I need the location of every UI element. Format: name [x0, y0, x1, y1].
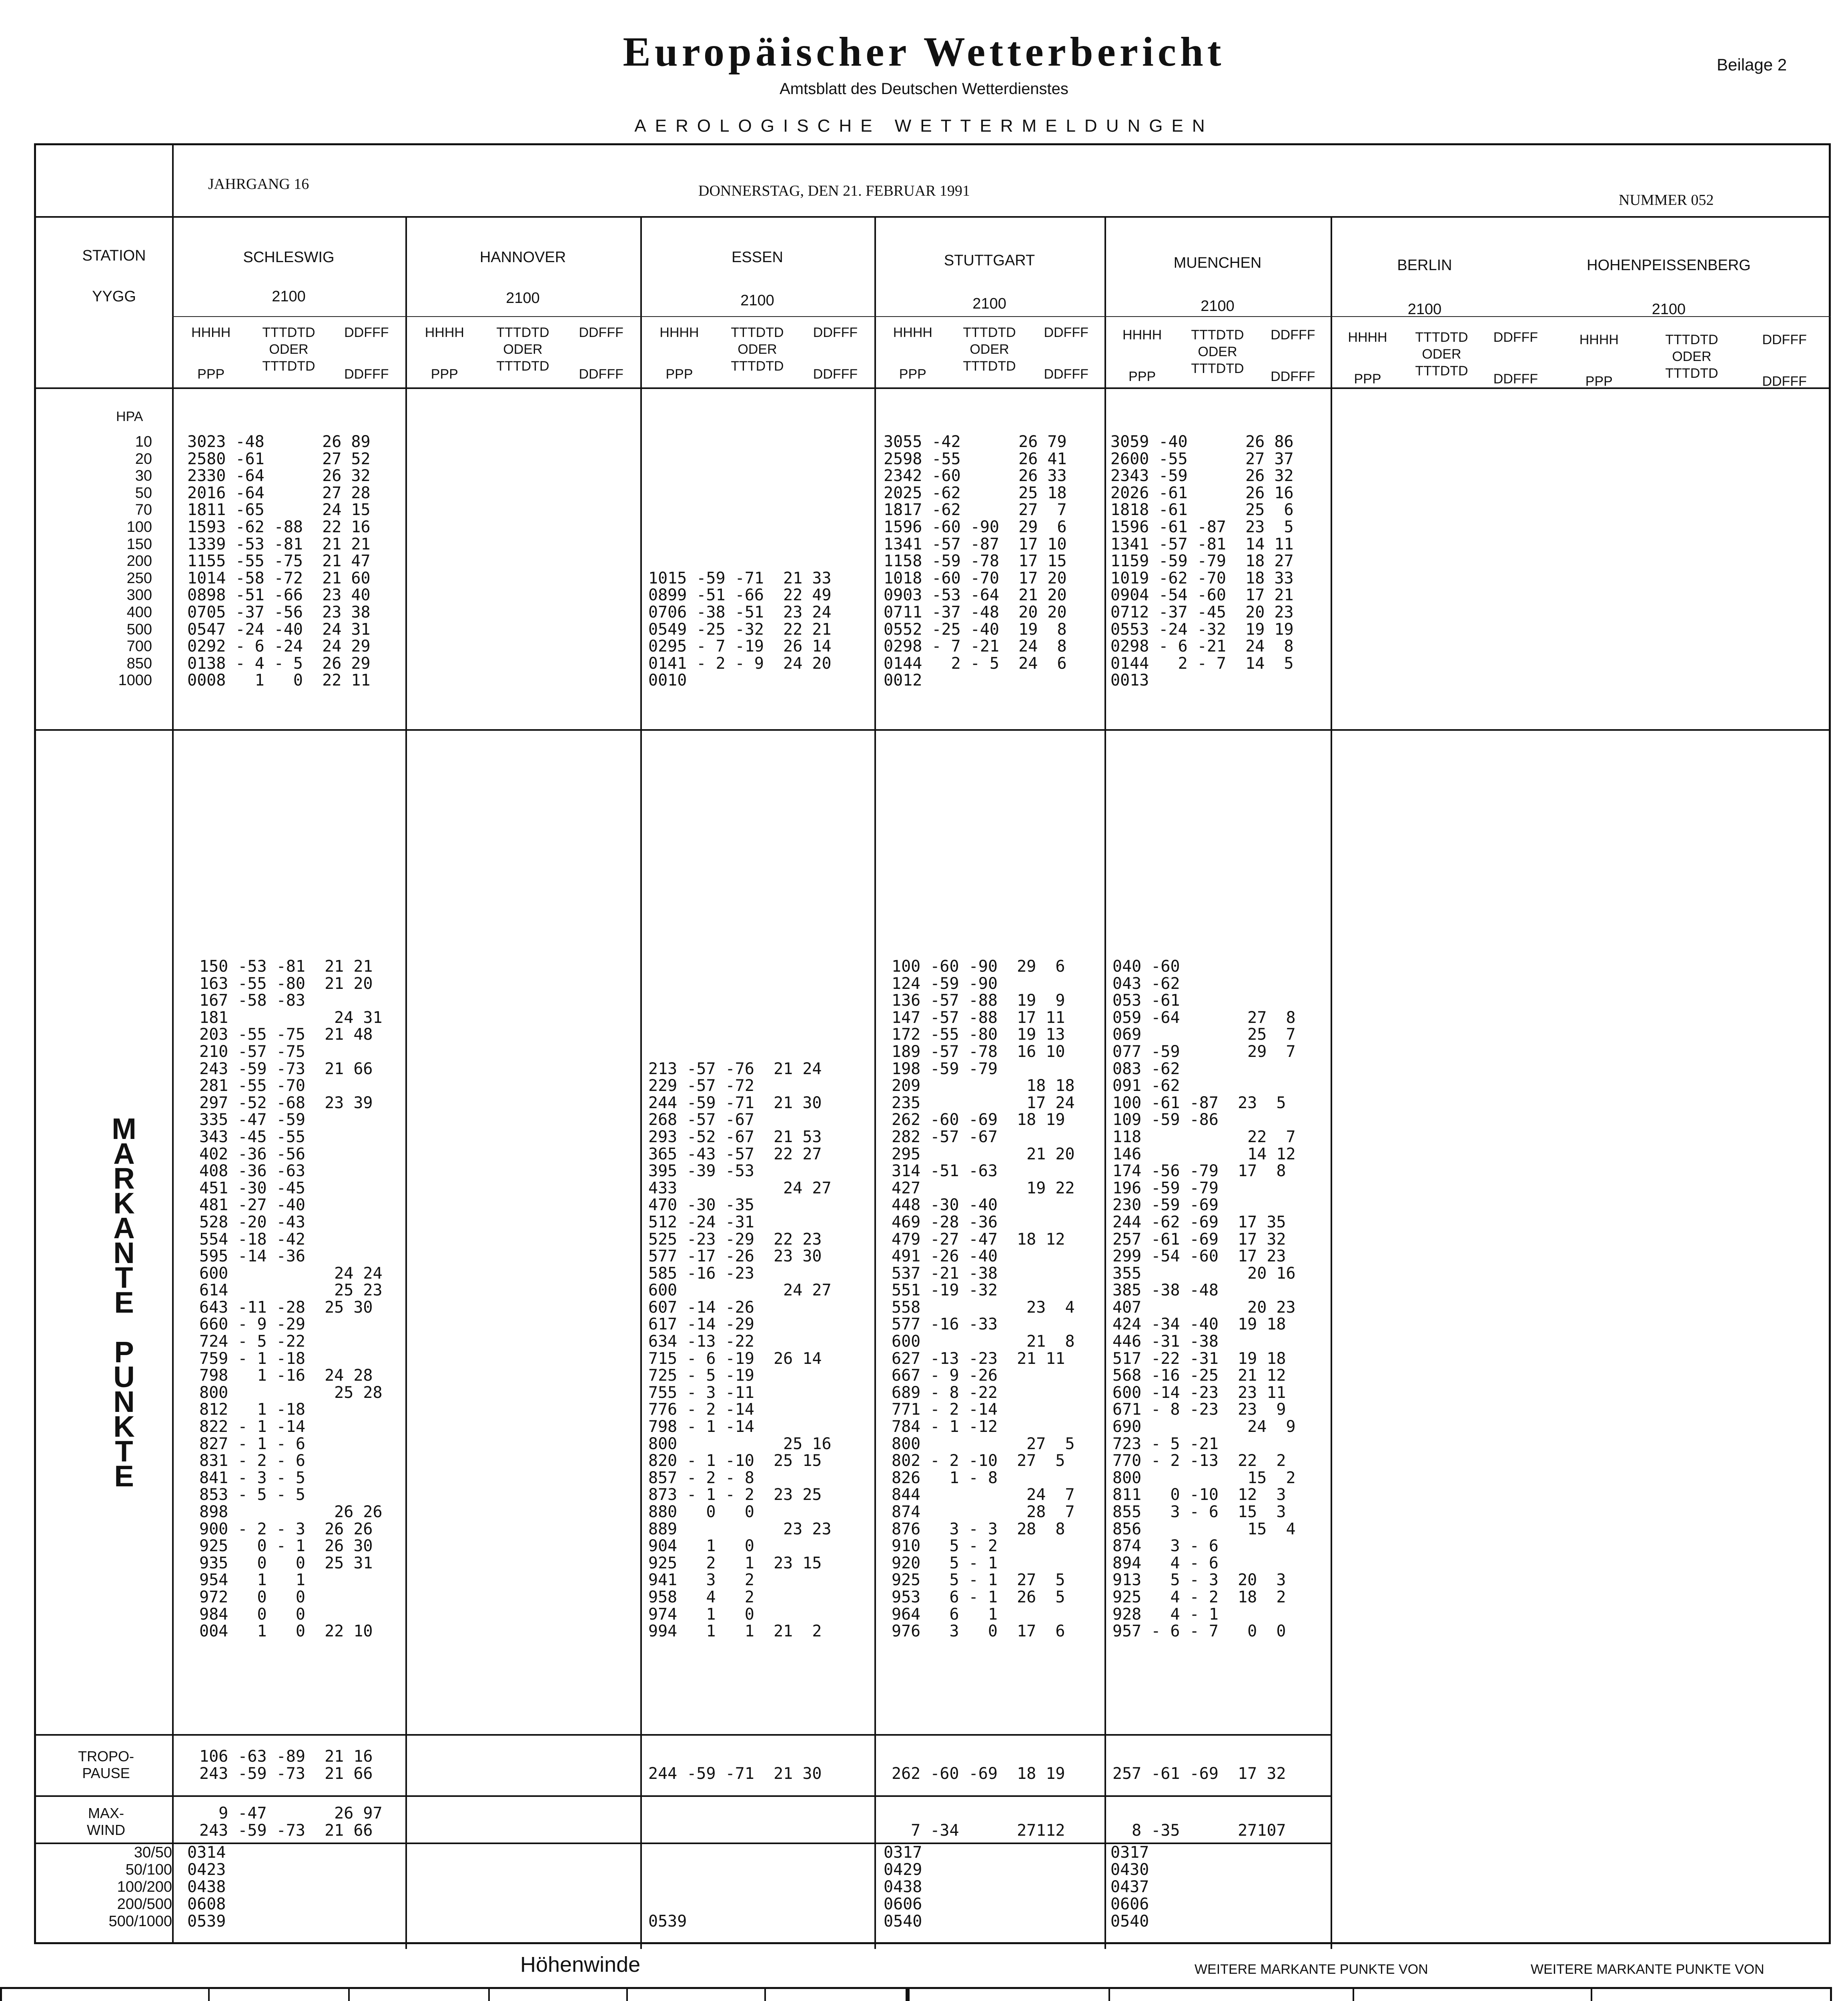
station-yygg: 2100 [506, 290, 540, 307]
essen-tropo: 244 -59 -71 21 30 [648, 1764, 822, 1783]
col-tttdtd-header: TTTDTD [496, 359, 549, 374]
station-name: MUENCHEN [1173, 255, 1262, 271]
weitere-frame [908, 1987, 1832, 2001]
schleswig-markante: 150 -53 -81 21 21 163 -55 -80 21 20 167 -58 -83 181 24 31 203 -55 -75 21 48 210 -57 -75 243 -59 -73 21 66 281 -55 -70 297 -52 -68 23 39 335 -47 -59 343 -45 -55 402 -36 -56 408 -36 -63 451 -30 -45 481 -27 -40 528 -20 -43 554 -18 -42 595 -14 -36 600 24 24 614 25 23 643 -11 -28 25 30 660 - 9 -29 724 - 5 -22 759 - 1 -18 798 1 -16 24 28 800 25 28 812 1 -18 822 - 1 -14 827 - 1 - 6 831 - 2 - 6 841 - 3 - 5 853 - 5 - 5 898 26 26 900 - 2 - 3 26 26 925 0 - 1 26 30 935 0 0 25 31 954 1 1 972 0 0 984 0 0 004 1 0 22 10 [199, 957, 383, 1641]
col-ppp-header: PPP [1585, 374, 1613, 389]
hoehenwinde-frame [0, 1987, 908, 2001]
col-ddfff-header: DDFFF [813, 367, 858, 382]
markante-letter: E [114, 1460, 134, 1493]
rule [34, 216, 1831, 218]
markante-letter: P [114, 1335, 134, 1369]
essen-standard: 1015 -59 -71 21 33 0899 -51 -66 22 49 0706 -38 -51 23 24 0549 -25 -32 22 21 0295 - 7 -19 26 14 0141 - 2 - 9 24 20 0010 [648, 569, 832, 690]
pressure-levels: 10 20 30 50 70 100 150 200 250 300 400 500 700 850 1000 [118, 433, 152, 689]
markante-letter: U [113, 1360, 135, 1393]
markante-letter: N [113, 1385, 135, 1418]
col-hhhh-header: HHHH [425, 325, 464, 340]
col-ddfff-header: DDFFF [1493, 330, 1538, 345]
col-ppp-header: PPP [665, 367, 693, 382]
col-ddfff-header: DDFFF [1762, 374, 1807, 389]
col-tttdtd-header: TTTDTD [496, 325, 549, 340]
schleswig-shear: 0314 0423 0438 0608 0539 [187, 1843, 226, 1931]
col-oder-header: ODER [738, 342, 777, 357]
markante-letter: K [113, 1410, 135, 1443]
jahrgang: JAHRGANG 16 [208, 176, 309, 192]
col-oder-header: ODER [1672, 349, 1712, 364]
col-ppp-header: PPP [197, 367, 225, 382]
col-oder-header: ODER [970, 342, 1009, 357]
col-tttdtd-header: TTTDTD [1415, 330, 1468, 345]
col-tttdtd-header: TTTDTD [1665, 366, 1718, 381]
issue-number: NUMMER 052 [1619, 192, 1714, 209]
rule [208, 1987, 210, 2001]
station-name: SCHLESWIG [243, 249, 335, 266]
col-ddfff-header: DDFFF [579, 325, 623, 340]
essen-markante: 213 -57 -76 21 24 229 -57 -72 244 -59 -71 21 30 268 -57 -67 293 -52 -67 21 53 365 -43 -57 22 27 395 -39 -53 433 24 27 470 -30 -35 512 -24 -31 525 -23 -29 22 23 577 -17 -26 23 30 585 -16 -23 600 24 27 607 -14 -26 617 -14 -29 634 -13 -22 715 - 6 -19 26 14 725 - 5 -19 755 - 3 -11 776 - 2 -14 798 - 1 -14 800 25 16 820 - 1 -10 25 15 857 - 2 - 8 873 - 1 - 2 23 25 880 0 0 889 23 23 904 1 0 925 2 1 23 15 941 3 2 958 4 2 974 1 0 994 1 1 21 2 [648, 1059, 832, 1641]
col-tttdtd-header: TTTDTD [963, 325, 1016, 340]
col-oder-header: ODER [1422, 347, 1461, 362]
col-ddfff-header: DDFFF [579, 367, 623, 382]
stuttgart-tropo: 262 -60 -69 18 19 [892, 1764, 1065, 1783]
station-yygg: 2100 [972, 295, 1006, 312]
station-name: HANNOVER [479, 249, 566, 266]
markante-letter: N [113, 1236, 135, 1269]
hoehenwinde-title: Höhenwinde [520, 1953, 641, 1977]
stuttgart-maxwind: 7 -34 27112 [911, 1821, 1065, 1840]
muenchen-markante: 040 -60 043 -62 053 -61 059 -64 27 8 069 25 7 077 -59 29 7 083 -62 091 -62 100 -61 -87 23 5 109 -59 -86 118 22 7 146 14 12 174 -56 -79 17 8 196 -59 -79 230 -59 -69 244 -62 -69 17 35 257 -61 -69 17 32 299 -54 -60 17 23 355 20 16 385 -38 -48 407 20 23 424 -34 -40 19 18 446 -31 -38 517 -22 -31 19 18 568 -16 -25 21 12 600 -14 -23 23 11 671 - 8 -23 23 9 690 24 9 723 - 5 -21 770 - 2 -13 22 2 800 15 2 811 0 -10 12 3 855 3 - 6 15 3 856 15 4 874 3 - 6 894 4 - 6 913 5 - 3 20 3 925 4 - 2 18 2 928 4 - 1 957 - 6 - 7 0 0 [1112, 957, 1296, 1641]
col-oder-header: ODER [503, 342, 543, 357]
rule [764, 1987, 766, 2001]
essen-shear: 0539 [648, 1912, 687, 1931]
markante-letter: A [113, 1137, 135, 1170]
col-ppp-header: PPP [1128, 369, 1156, 384]
stuttgart-markante: 100 -60 -90 29 6 124 -59 -90 136 -57 -88 19 9 147 -57 -88 17 11 172 -55 -80 19 13 189 -57 -78 16 10 198 -59 -79 209 18 18 235 17 24 262 -60 -69 18 19 282 -57 -67 295 21 20 314 -51 -63 427 19 22 448 -30 -40 469 -28 -36 479 -27 -47 18 12 491 -26 -40 537 -21 -38 551 -19 -32 558 23 4 577 -16 -33 600 21 8 627 -13 -23 21 11 667 - 9 -26 689 - 8 -22 771 - 2 -14 784 - 1 -12 800 27 5 802 - 2 -10 27 5 826 1 - 8 844 24 7 874 28 7 876 3 - 3 28 8 910 5 - 2 920 5 - 1 925 5 - 1 27 5 953 6 - 1 26 5 964 6 1 976 3 0 17 6 [892, 957, 1075, 1641]
col-ddfff-header: DDFFF [1271, 327, 1315, 343]
page-title: Europäischer Wetterbericht [623, 29, 1225, 75]
col-ddfff-header: DDFFF [1271, 369, 1315, 384]
maxwind-label: MAX- WIND [87, 1805, 125, 1838]
col-oder-header: ODER [1198, 344, 1237, 359]
station-name: ESSEN [732, 249, 783, 266]
station-yygg: 2100 [1407, 301, 1442, 318]
col-ppp-header: PPP [431, 367, 458, 382]
weitere-label: WEITERE MARKANTE PUNKTE VON [1195, 1962, 1428, 1977]
col-tttdtd-header: TTTDTD [1415, 363, 1468, 379]
col-tttdtd-header: TTTDTD [731, 359, 784, 374]
markante-letter: E [114, 1286, 134, 1319]
col-tttdtd-header: TTTDTD [1191, 361, 1244, 376]
col-ppp-header: PPP [899, 367, 926, 382]
rule [34, 1734, 1331, 1736]
col-ddfff-header: DDFFF [1762, 332, 1807, 347]
col-tttdtd-header: TTTDTD [1665, 332, 1718, 347]
station-label: STATION [82, 247, 146, 264]
col-tttdtd-header: TTTDTD [963, 359, 1016, 374]
markante-letter: T [115, 1435, 133, 1468]
col-hhhh-header: HHHH [191, 325, 231, 340]
rule [1591, 1987, 1592, 2001]
stuttgart-standard: 3055 -42 26 79 2598 -55 26 41 2342 -60 26 33 2025 -62 25 18 1817 -62 27 7 1596 -60 -90 29 6 1341 -57 -87 17 10 1158 -59 -78 17 15 1018 -60 -70 17 20 0903 -53 -64 21 20 0711 -37 -48 20 20 0552 -25 -40 19 8 0298 - 7 -21 24 8 0144 2 - 5 24 6 0012 [884, 433, 1067, 690]
shear-labels: 30/50 50/100 100/200 200/500 500/1000 [108, 1844, 172, 1930]
rule [348, 1987, 350, 2001]
station-name: HOHENPEISSENBERG [1587, 257, 1751, 274]
markante-letter: R [113, 1162, 135, 1195]
col-tttdtd-header: TTTDTD [262, 359, 315, 374]
col-ddfff-header: DDFFF [1493, 371, 1538, 387]
col-hhhh-header: HHHH [1579, 332, 1619, 347]
schleswig-maxwind: 9 -47 26 97 243 -59 -73 21 66 [199, 1804, 383, 1840]
station-yygg: 2100 [1652, 301, 1686, 318]
rule [488, 1987, 490, 2001]
col-tttdtd-header: TTTDTD [1191, 327, 1244, 343]
col-ddfff-header: DDFFF [1044, 325, 1088, 340]
stuttgart-shear: 0317 0429 0438 0606 0540 [884, 1843, 922, 1931]
muenchen-standard: 3059 -40 26 86 2600 -55 27 37 2343 -59 26 32 2026 -61 26 16 1818 -61 25 6 1596 -61 -87 23 5 1341 -57 -81 14 11 1159 -59 -79 18 27 1019 -62 -70 18 33 0904 -54 -60 17 21 0712 -37 -45 20 23 0553 -24 -32 19 19 0298 - 6 -21 24 8 0144 2 - 7 14 5 0013 [1110, 433, 1294, 690]
schleswig-standard: 3023 -48 26 89 2580 -61 27 52 2330 -64 26 32 2016 -64 27 28 1811 -65 24 15 1593 -62 -88 22 16 1339 -53 -81 21 21 1155 -55 -75 21 47 1014 -58 -72 21 60 0898 -51 -66 23 40 0705 -37 -56 23 38 0547 -24 -40 24 31 0292 - 6 -24 24 29 0138 - 4 - 5 26 29 0008 1 0 22 11 [187, 433, 371, 690]
col-tttdtd-header: TTTDTD [262, 325, 315, 340]
station-name: BERLIN [1397, 257, 1452, 274]
col-ddfff-header: DDFFF [813, 325, 858, 340]
markante-letter: M [112, 1112, 136, 1145]
rule [405, 216, 407, 1949]
hpa-label: HPA [116, 409, 143, 424]
col-ddfff-header: DDFFF [344, 325, 389, 340]
rule [172, 316, 1831, 317]
markante-letter: K [113, 1187, 135, 1220]
col-hhhh-header: HHHH [1122, 327, 1162, 343]
col-ddfff-header: DDFFF [1044, 367, 1088, 382]
station-yygg: 2100 [272, 288, 306, 305]
rule [1108, 1987, 1110, 2001]
col-oder-header: ODER [269, 342, 309, 357]
rule [34, 729, 1831, 731]
rule [640, 216, 642, 1949]
muenchen-shear: 0317 0430 0437 0606 0540 [1110, 1843, 1149, 1931]
col-ppp-header: PPP [1354, 371, 1381, 387]
section-title: AEROLOGISCHE WETTERMELDUNGEN [634, 116, 1214, 136]
page-subtitle: Amtsblatt des Deutschen Wetterdienstes [780, 80, 1068, 98]
rule [626, 1987, 628, 2001]
col-hhhh-header: HHHH [659, 325, 699, 340]
rule [1353, 1987, 1354, 2001]
muenchen-maxwind: 8 -35 27107 [1132, 1821, 1286, 1840]
muenchen-tropo: 257 -61 -69 17 32 [1112, 1764, 1286, 1783]
rule [172, 143, 174, 1944]
station-name: STUTTGART [944, 252, 1035, 269]
station-yygg: 2100 [740, 292, 774, 309]
rule [874, 216, 876, 1949]
rule [34, 1795, 1331, 1797]
schleswig-tropo: 106 -63 -89 21 16 243 -59 -73 21 66 [199, 1747, 373, 1783]
col-ddfff-header: DDFFF [344, 367, 389, 382]
col-tttdtd-header: TTTDTD [731, 325, 784, 340]
col-hhhh-header: HHHH [1348, 330, 1387, 345]
weitere-label: WEITERE MARKANTE PUNKTE VON [1531, 1962, 1764, 1977]
markante-letter: A [113, 1211, 135, 1245]
beilage-label: Beilage 2 [1717, 55, 1787, 74]
rule [1331, 216, 1332, 1949]
station-yygg: 2100 [1201, 298, 1235, 315]
col-hhhh-header: HHHH [893, 325, 932, 340]
tropo-label: TROPO- PAUSE [78, 1748, 134, 1781]
issue-date: DONNERSTAG, DEN 21. FEBRUAR 1991 [698, 182, 970, 199]
rule [1104, 216, 1106, 1949]
markante-letter: T [115, 1261, 133, 1294]
yygg-label: YYGG [92, 288, 136, 305]
